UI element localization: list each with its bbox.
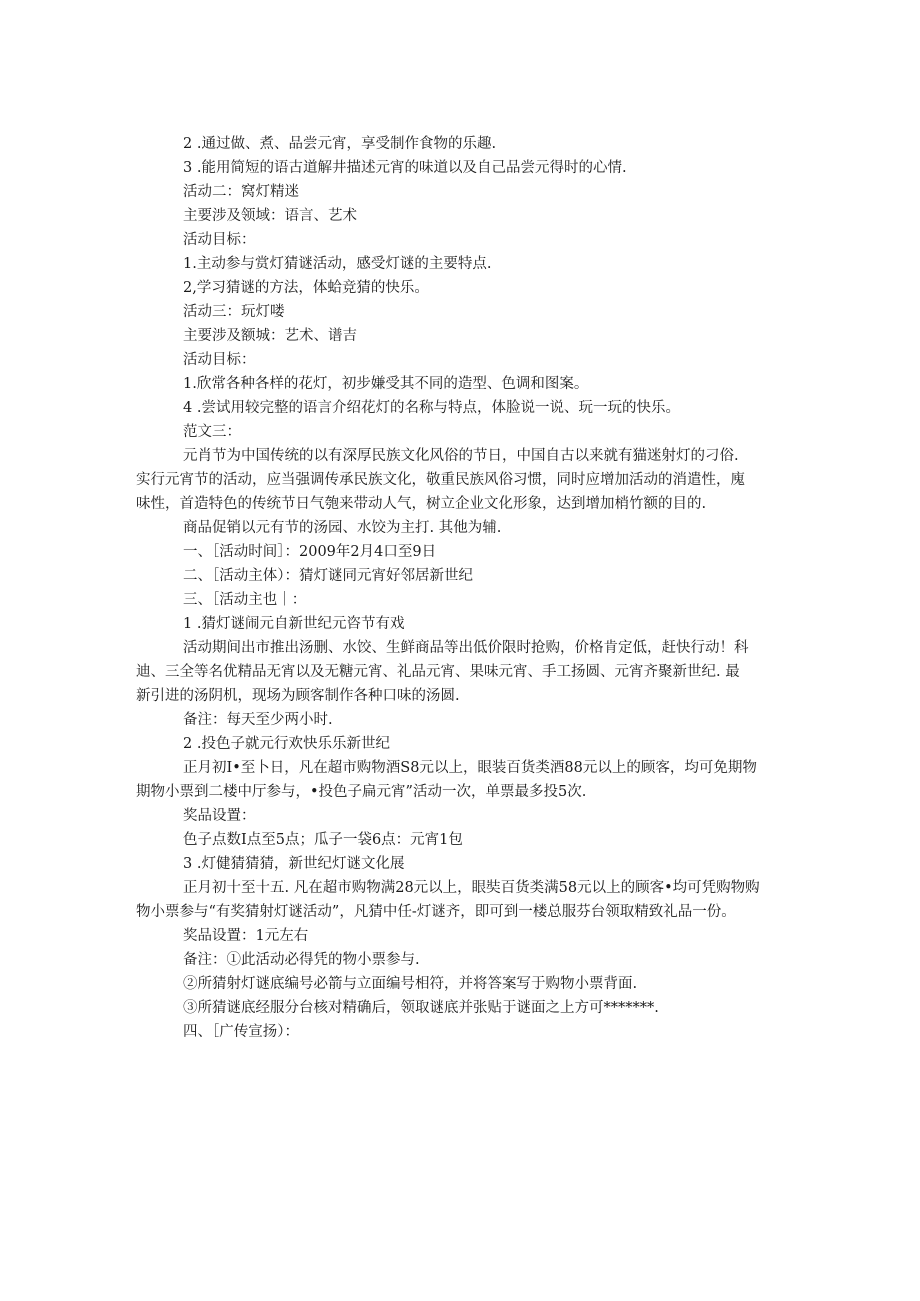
text-line: 备注：每天至少两小时. <box>183 712 333 728</box>
text-line: 活动三：玩灯喽 <box>183 304 285 320</box>
text-line: 备注：①此活动必得凭的物小票参与. <box>183 952 420 968</box>
text-line: 主要涉及领域：语言、艺术 <box>183 208 357 224</box>
text-line: 主要涉及额城：艺术、谱吉 <box>183 328 357 344</box>
text-line: 2,学习猜谜的方法，体蛤竞猜的快乐。 <box>183 280 429 296</box>
text-line: 活动二：窝灯精迷 <box>183 184 299 200</box>
text-line: ③所猜谜底经服分台核对精确后，领取谜底并张贴于谜面之上方可*******. <box>183 1000 659 1016</box>
section-heading: 范文三： <box>183 424 241 440</box>
text-line: 四、［广传宣扬）： <box>183 1024 299 1040</box>
text-line: 期物小票到二楼中厅参与，•投色子扁元宵”活动一次，单票最多投5次. <box>136 784 587 800</box>
text-line: 色子点数I点至5点；瓜子一袋6点：元宵1包 <box>183 832 463 848</box>
text-line: 一、［活动时间］：2009年2月4口至9日 <box>183 544 437 560</box>
text-line: 2 .投色子就元行欢快乐乐新世纪 <box>183 736 390 752</box>
text-line: 二、［活动主体）：猜灯谜同元宵好邻居新世纪 <box>183 568 473 584</box>
text-line: 正月初十至十五. 凡在超市购物满28元以上，眼奘百货类满58元以上的顾客•均可凭购物购 <box>183 880 760 896</box>
text-line: 3 .能用简短的语古道解井描述元宵的味道以及自己品尝元得时的心情. <box>183 160 627 176</box>
text-line: 活动目标： <box>183 352 256 368</box>
text-line: 实行元宵节的活动，应当强调传承民族文化，敬重民族风俗习惯，同时应增加活动的消遣性，廆 <box>136 472 745 488</box>
text-line: 商品促销以元有节的汤园、水饺为主打. 其他为辅. <box>183 520 502 536</box>
text-line: 奖品设置： <box>183 808 256 824</box>
text-line: 活动期间出市推出汤删、水饺、生鲜商品等出低价限时抢购，价格肯定低，赶快行动！科 <box>183 640 749 656</box>
text-line: 新引进的汤阴机，现场为顾客制作各种口味的汤圆. <box>136 688 460 704</box>
text-line: 味性，首造特色的传统节日气匏来带动人气，树立企业文化形象，达到增加梢竹额的目的. <box>136 496 707 512</box>
text-line: 3 .灯健猜猜猜，新世纪灯谜文化展 <box>183 856 405 872</box>
text-line: 三、［活动主也｜： <box>183 592 307 608</box>
text-line: 奖品设置：1元左右 <box>183 928 309 944</box>
text-line: 1.主动参与赏灯猜谜活动，感受灯谜的主要特点. <box>183 256 492 272</box>
text-line: ②所猜射灯谜底编号必箭与立面编号相符，并将答案写于购物小票背面. <box>183 976 638 992</box>
text-line: 元肖节为中国传统的以有深厚民族文化风俗的节日，中国自古以来就有猫迷射灯的刁俗. <box>183 448 739 464</box>
text-line: 1.欣常各种各样的花灯，初步嫌受其不同的造型、色调和图案。 <box>183 376 589 392</box>
text-line: 4 .尝试用较完整的语言介绍花灯的名称与特点，体脸说一说、玩一玩的快乐。 <box>183 400 680 416</box>
text-line: 物小票参与“有奖猜射灯谜活动”，凡猜中任-灯谜齐，即可到一楼总服芬台领取精致礼品一份。 <box>136 904 736 920</box>
text-line: 正月初I•至卜日，凡在超市购物酒S8元以上，眼装百货类酒88元以上的顾客，均可免期物 <box>183 760 757 776</box>
text-line: 迪、三全等名优精品无宵以及无糖元宵、礼品元宵、果味元宵、手工扬圆、元宵齐聚新世纪. 最 <box>136 664 740 680</box>
text-line: 2 .通过做、煮、品尝元宵，享受制作食物的乐趣. <box>183 136 497 152</box>
text-line: 活动目标： <box>183 232 256 248</box>
text-line: 1 .猜灯谜闹元自新世纪元咨节有戏 <box>183 616 405 632</box>
